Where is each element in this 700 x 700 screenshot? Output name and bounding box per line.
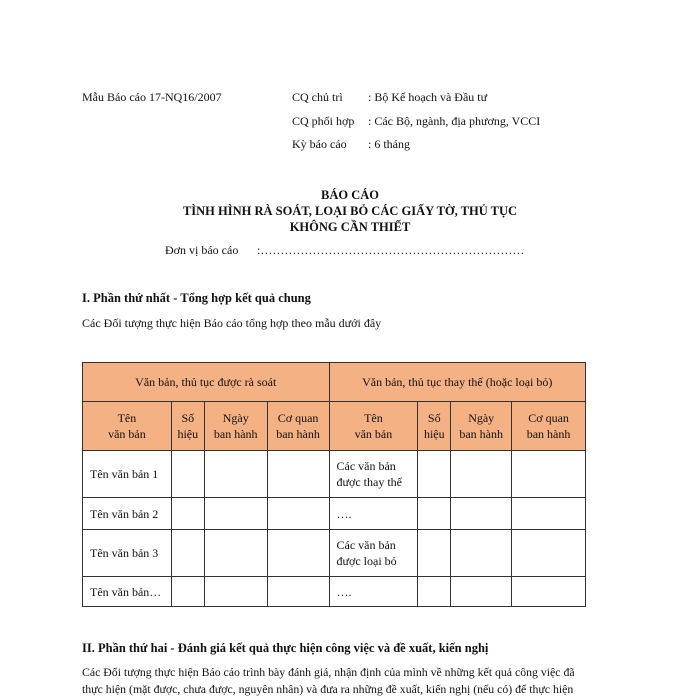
- empty-cell: [267, 498, 329, 530]
- col-name-header: Tên văn bản: [329, 402, 418, 451]
- col-number-header: Số hiệu: [171, 402, 204, 451]
- col-date-header: Ngày ban hành: [451, 402, 512, 451]
- empty-cell: [418, 451, 451, 498]
- empty-cell: [451, 530, 512, 577]
- meta-reporting-period: [292, 137, 410, 152]
- section2-heading: II. Phần thứ hai - Đánh giá kết quả thực hiện công việc và đề xuất, kiến nghị: [82, 641, 489, 655]
- empty-cell: [512, 498, 586, 530]
- meta-value: : Bộ Kế hoạch và Đầu tư: [368, 90, 488, 104]
- empty-cell: [451, 577, 512, 607]
- empty-cell: [512, 577, 586, 607]
- empty-cell: [451, 451, 512, 498]
- empty-cell: [171, 451, 204, 498]
- meta-label: CQ phối hợp: [292, 114, 355, 128]
- table-row: [83, 530, 586, 577]
- meta-coordinating-agency: [292, 114, 540, 129]
- col-name-header: Tên văn bản: [83, 402, 172, 451]
- replacement-cell: Các văn bản được thay thế: [329, 451, 418, 498]
- empty-cell: [204, 530, 267, 577]
- form-code: Mẫu Báo cáo 17-NQ16/2007: [82, 90, 222, 104]
- table-row: [83, 451, 586, 498]
- empty-cell: [171, 530, 204, 577]
- summary-table: [82, 362, 586, 607]
- section1-heading: I. Phần thứ nhất - Tổng hợp kết quả chung: [82, 291, 311, 305]
- section2-text-line: Các Đối tượng thực hiện Báo cáo trình bày đánh giá, nhận định của mình về những kết quả công việc đã: [82, 665, 575, 679]
- empty-cell: [204, 451, 267, 498]
- document-name-cell: Tên văn bản 2: [83, 498, 172, 530]
- replacement-cell: ….: [329, 577, 418, 607]
- empty-cell: [204, 577, 267, 607]
- table-group-header: [83, 363, 586, 402]
- table-column-header: [83, 402, 586, 451]
- report-title: BÁO CÁO: [321, 188, 379, 202]
- col-date-header: Ngày ban hành: [204, 402, 267, 451]
- col-agency-header: Cơ quan ban hành: [267, 402, 329, 451]
- empty-cell: [267, 451, 329, 498]
- section2-text-line: thực hiện (mặt được, chưa được, nguyên nhân) và đưa ra những đề xuất, kiến nghị (nếu có) để thực hiện: [82, 682, 574, 696]
- empty-cell: [204, 498, 267, 530]
- empty-cell: [418, 530, 451, 577]
- meta-label: Kỳ báo cáo: [292, 137, 347, 151]
- meta-value: : Các Bộ, ngành, địa phương, VCCI: [368, 114, 541, 128]
- empty-cell: [171, 498, 204, 530]
- table-row: [83, 577, 586, 607]
- reporting-unit-label: Đơn vị báo cáo: [165, 243, 239, 257]
- col-number-header: Số hiệu: [418, 402, 451, 451]
- group-reviewed-header: Văn bản, thủ tục được rà soát: [83, 363, 330, 402]
- section1-text: Các Đối tượng thực hiện Báo cáo tổng hợp theo mẫu dưới đây: [82, 316, 382, 330]
- meta-lead-agency: [292, 90, 487, 105]
- empty-cell: [171, 577, 204, 607]
- empty-cell: [512, 530, 586, 577]
- empty-cell: [267, 577, 329, 607]
- meta-value: : 6 tháng: [368, 137, 410, 151]
- empty-cell: [418, 577, 451, 607]
- replacement-cell: ….: [329, 498, 418, 530]
- group-replacement-header: Văn bản, thủ tục thay thế (hoặc loại bỏ): [329, 363, 586, 402]
- report-subtitle: TÌNH HÌNH RÀ SOÁT, LOẠI BỎ CÁC GIẤY TỜ, THỦ TỤC: [182, 204, 518, 218]
- document-name-cell: Tên văn bản 1: [83, 451, 172, 498]
- report-subtitle-2: KHÔNG CẦN THIẾT: [289, 220, 411, 234]
- col-agency-header: Cơ quan ban hành: [512, 402, 586, 451]
- empty-cell: [451, 498, 512, 530]
- empty-cell: [512, 451, 586, 498]
- empty-cell: [418, 498, 451, 530]
- removed-cell: Các văn bản được loại bỏ: [329, 530, 418, 577]
- meta-label: CQ chủ trì: [292, 90, 343, 104]
- reporting-unit-value: :…………………………………………………………: [257, 243, 525, 257]
- reporting-unit: [165, 243, 524, 258]
- table-row: [83, 498, 586, 530]
- document-name-cell: Tên văn bản 3: [83, 530, 172, 577]
- empty-cell: [267, 530, 329, 577]
- document-name-cell: Tên văn bản…: [83, 577, 172, 607]
